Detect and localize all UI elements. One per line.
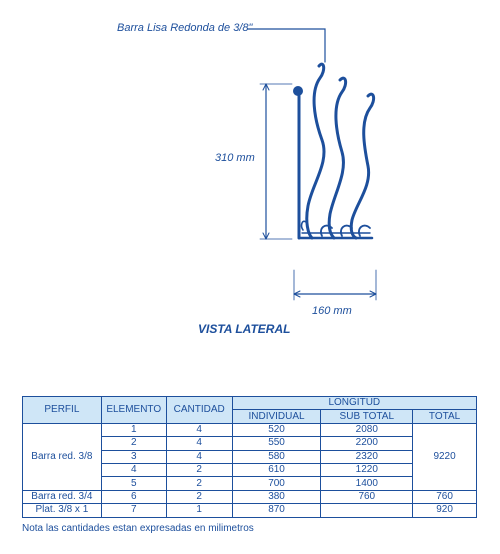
- perfil-cell: Barra red. 3/8: [23, 423, 102, 490]
- curved-bar-1: [307, 64, 324, 238]
- materials-table: [22, 396, 477, 518]
- total-cell: 920: [413, 504, 477, 517]
- header-perfil: PERFIL: [23, 397, 102, 424]
- individual-cell: 520: [232, 423, 321, 436]
- header-longitud: LONGITUD: [232, 397, 476, 410]
- elemento-cell: 5: [101, 477, 166, 490]
- sub-total-cell: [321, 504, 413, 517]
- ball-finial: [293, 86, 303, 96]
- elemento-cell: 4: [101, 463, 166, 476]
- units-note: Nota las cantidades estan expresadas en milimetros: [22, 523, 254, 534]
- cantidad-cell: 2: [166, 463, 232, 476]
- elemento-cell: 2: [101, 437, 166, 450]
- cantidad-cell: 4: [166, 450, 232, 463]
- elemento-cell: 7: [101, 504, 166, 517]
- cantidad-cell: 2: [166, 490, 232, 503]
- header-cantidad: CANTIDAD: [166, 397, 232, 424]
- header-sub-total: SUB TOTAL: [321, 410, 413, 423]
- header-total: TOTAL: [413, 410, 477, 423]
- header-elemento: ELEMENTO: [101, 397, 166, 424]
- total-cell: 760: [413, 490, 477, 503]
- sub-total-cell: 2200: [321, 437, 413, 450]
- elemento-cell: 1: [101, 423, 166, 436]
- cantidad-cell: 1: [166, 504, 232, 517]
- elemento-cell: 3: [101, 450, 166, 463]
- callout-leader: [248, 29, 325, 62]
- elemento-cell: 6: [101, 490, 166, 503]
- height-dimension-label: 310 mm: [215, 152, 255, 164]
- cantidad-cell: 4: [166, 423, 232, 436]
- sub-total-cell: 2320: [321, 450, 413, 463]
- total-cell: 9220: [413, 423, 477, 490]
- cantidad-cell: 2: [166, 477, 232, 490]
- header-individual: INDIVIDUAL: [232, 410, 321, 423]
- sub-total-cell: 1220: [321, 463, 413, 476]
- individual-cell: 700: [232, 477, 321, 490]
- cantidad-cell: 4: [166, 437, 232, 450]
- base-scroll-3: [359, 226, 370, 236]
- callout-label: Barra Lisa Redonda de 3/8": [117, 22, 253, 34]
- table-row: [23, 504, 477, 517]
- individual-cell: 870: [232, 504, 321, 517]
- perfil-cell: Barra red. 3/4: [23, 490, 102, 503]
- sub-total-cell: 2080: [321, 423, 413, 436]
- curved-bar-3: [351, 94, 373, 238]
- individual-cell: 580: [232, 450, 321, 463]
- sub-total-cell: 1400: [321, 477, 413, 490]
- bottom-hook: [302, 221, 306, 230]
- sub-total-cell: 760: [321, 490, 413, 503]
- view-title: VISTA LATERAL: [198, 322, 291, 336]
- curved-bar-2: [329, 78, 345, 238]
- table-row: [23, 423, 477, 436]
- individual-cell: 380: [232, 490, 321, 503]
- individual-cell: 610: [232, 463, 321, 476]
- perfil-cell: Plat. 3/8 x 1: [23, 504, 102, 517]
- individual-cell: 550: [232, 437, 321, 450]
- table-header-row: [23, 397, 477, 410]
- table-row: [23, 490, 477, 503]
- width-dimension-label: 160 mm: [312, 305, 352, 317]
